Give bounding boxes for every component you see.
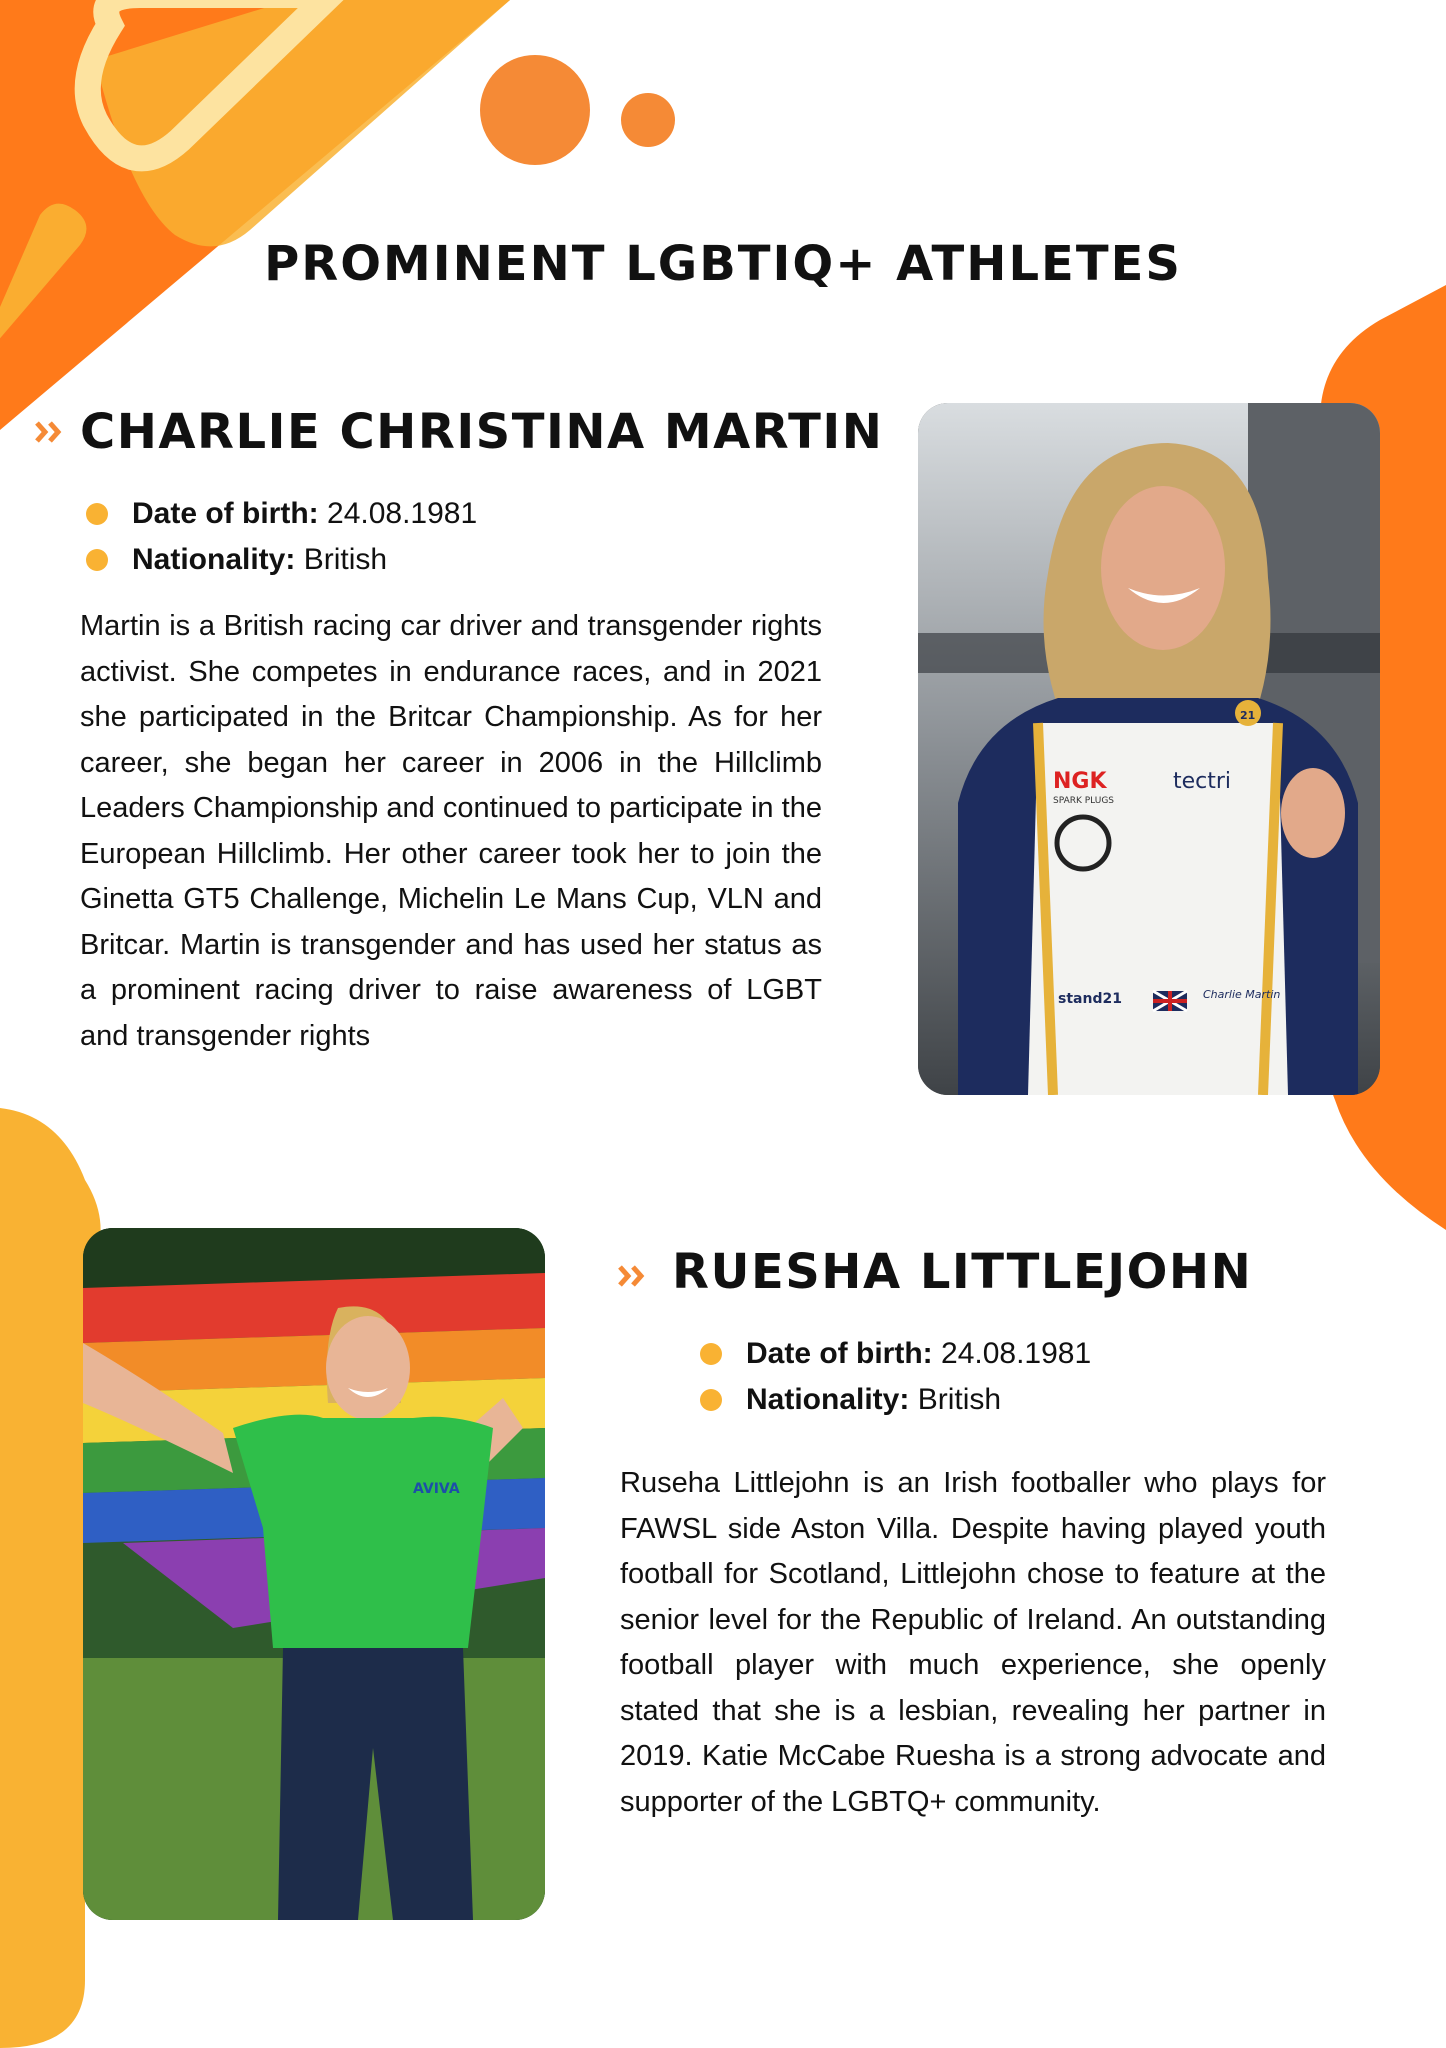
- svg-text:21: 21: [1240, 709, 1256, 722]
- fact-date-of-birth: Date of birth : 24.08.1981: [86, 491, 477, 537]
- athlete-facts: [700, 1331, 1091, 1423]
- athlete-name: RUESHA LITTLEJOHN: [672, 1244, 1253, 1300]
- fact-label: Nationality: [746, 1383, 900, 1416]
- svg-text:SPARK PLUGS: SPARK PLUGS: [1053, 796, 1115, 806]
- left-light-orange-blob: [0, 1108, 85, 2048]
- bullet-icon: [700, 1343, 722, 1365]
- bullet-icon: [86, 549, 108, 571]
- page-title: PROMINENT LGBTIQ+ ATHLETES: [264, 236, 1182, 292]
- fact-nationality: Nationality : British: [700, 1377, 1091, 1423]
- svg-text:stand21: stand21: [1058, 991, 1122, 1007]
- athlete-name: CHARLIE CHRISTINA MARTIN: [80, 404, 884, 460]
- athlete-bio: Ruseha Littlejohn is an Irish footballer who plays for FAWSL side Aston Villa. Despite having played youth football for Scotland, Littlejohn chose to feature at the senior level for the Republic of Ireland. An outstanding football player with much experience, she openly stated that she is a lesbian, revealing her partner in 2019. Katie McCabe Ruesha is a strong advocate and supporter of the LGBTQ+ community.: [620, 1467, 1326, 1818]
- chevron-right-icon: [34, 420, 66, 444]
- fact-label: Date of birth: [746, 1337, 923, 1370]
- fact-nationality: Nationality : British: [86, 537, 477, 583]
- chevron-right-icon: [617, 1264, 649, 1288]
- photo-footballer-pride-flag: [83, 1228, 545, 1920]
- athlete-facts: [86, 491, 477, 583]
- fact-value: 24.08.1981: [941, 1337, 1092, 1370]
- small-orange-circle: [621, 93, 675, 147]
- athlete-photo: [83, 1228, 545, 1920]
- fact-date-of-birth: Date of birth : 24.08.1981: [700, 1331, 1091, 1377]
- bullet-icon: [700, 1389, 722, 1411]
- photo-racing-driver: [918, 403, 1380, 1095]
- athlete-bio: Martin is a British racing car driver and transgender rights activist. She competes in endurance races, and in 2021 she participated in the Britcar Championship. As for her career, she began her career in 2006 in the Hillclimb Leaders Championship and continued to participate in the European Hillclimb. Her other career took her to join the Ginetta GT5 Challenge, Michelin Le Mans Cup, VLN and Britcar. Martin is transgender and has used her status as a prominent racing driver to raise awareness of LGBT and transgender rights: [80, 610, 822, 1052]
- bullet-icon: [86, 503, 108, 525]
- fact-label: Date of birth: [132, 497, 309, 530]
- fact-value: British: [917, 1383, 1002, 1416]
- svg-text:Charlie Martin: Charlie Martin: [1203, 988, 1281, 1001]
- svg-text:NGK: NGK: [1053, 769, 1107, 794]
- fact-value: British: [303, 543, 388, 576]
- large-orange-circle: [480, 55, 590, 165]
- fact-label: Nationality: [132, 543, 286, 576]
- fact-value: 24.08.1981: [327, 497, 478, 530]
- athlete-photo: [918, 403, 1380, 1095]
- svg-text:tectri: tectri: [1173, 769, 1232, 794]
- svg-text:AVIVA: AVIVA: [413, 1481, 460, 1497]
